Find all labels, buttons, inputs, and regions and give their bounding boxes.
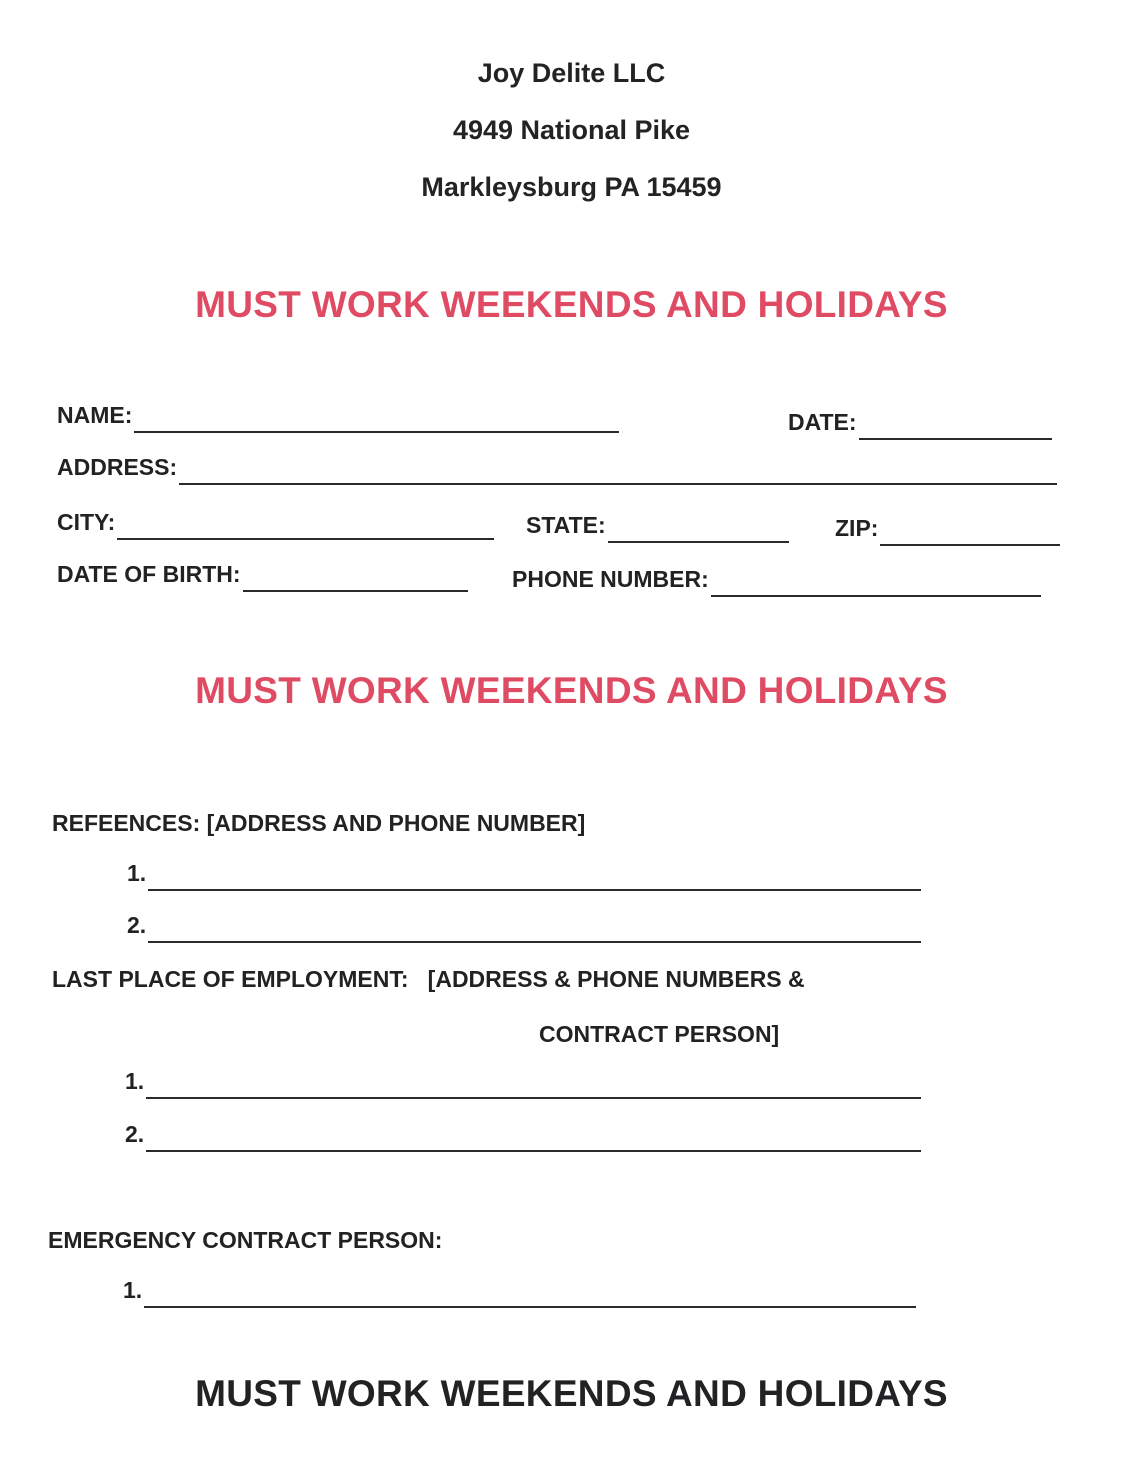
state-label: STATE: [526, 512, 606, 538]
emergency-1-field[interactable] [123, 1279, 916, 1302]
employment-heading-continued: CONTRACT PERSON] [539, 1021, 780, 1047]
emergency-1-number: 1. [123, 1277, 143, 1303]
reference-2-field[interactable] [127, 914, 921, 937]
address-input-line[interactable] [179, 483, 1057, 485]
banner-weekends-holidays-middle: MUST WORK WEEKENDS AND HOLIDAYS [195, 670, 948, 711]
dob-field[interactable] [57, 563, 468, 586]
banner-weekends-holidays-bottom: MUST WORK WEEKENDS AND HOLIDAYS [195, 1373, 948, 1414]
name-field[interactable] [57, 404, 619, 427]
reference-1-number: 1. [127, 860, 147, 886]
phone-input-line[interactable] [711, 595, 1041, 597]
dob-label: DATE OF BIRTH: [57, 561, 241, 587]
date-field[interactable] [788, 411, 1052, 434]
banner-weekends-holidays-top: MUST WORK WEEKENDS AND HOLIDAYS [195, 284, 948, 325]
emergency-1-input-line[interactable] [144, 1306, 916, 1308]
reference-2-number: 2. [127, 912, 147, 938]
city-field[interactable] [57, 511, 494, 534]
date-label: DATE: [788, 409, 857, 435]
dob-input-line[interactable] [243, 590, 468, 592]
phone-label: PHONE NUMBER: [512, 566, 709, 592]
employment-heading: LAST PLACE OF EMPLOYMENT: [ADDRESS & PHONE NUMBERS & [52, 966, 805, 992]
name-label: NAME: [57, 402, 133, 428]
reference-2-input-line[interactable] [148, 941, 921, 943]
zip-label: ZIP: [835, 515, 879, 541]
phone-field[interactable] [512, 568, 1041, 591]
state-input-line[interactable] [608, 541, 789, 543]
reference-1-input-line[interactable] [148, 889, 921, 891]
address-field[interactable] [57, 456, 1057, 479]
city-label: CITY: [57, 509, 116, 535]
date-input-line[interactable] [859, 438, 1052, 440]
state-field[interactable] [526, 514, 789, 537]
city-input-line[interactable] [117, 538, 494, 540]
name-input-line[interactable] [134, 431, 619, 433]
references-heading: REFEENCES: [ADDRESS AND PHONE NUMBER] [52, 810, 586, 836]
company-city-line: Markleysburg PA 15459 [421, 172, 722, 202]
employment-2-field[interactable] [125, 1123, 921, 1146]
company-street: 4949 National Pike [452, 115, 691, 145]
employment-2-number: 2. [125, 1121, 145, 1147]
employment-1-number: 1. [125, 1068, 145, 1094]
employment-2-input-line[interactable] [146, 1150, 921, 1152]
employment-1-input-line[interactable] [146, 1097, 921, 1099]
emergency-heading: EMERGENCY CONTRACT PERSON: [48, 1227, 443, 1253]
company-name: Joy Delite LLC [477, 58, 666, 88]
zip-input-line[interactable] [880, 544, 1060, 546]
reference-1-field[interactable] [127, 862, 921, 885]
zip-field[interactable] [835, 517, 1060, 540]
address-label: ADDRESS: [57, 454, 178, 480]
employment-1-field[interactable] [125, 1070, 921, 1093]
